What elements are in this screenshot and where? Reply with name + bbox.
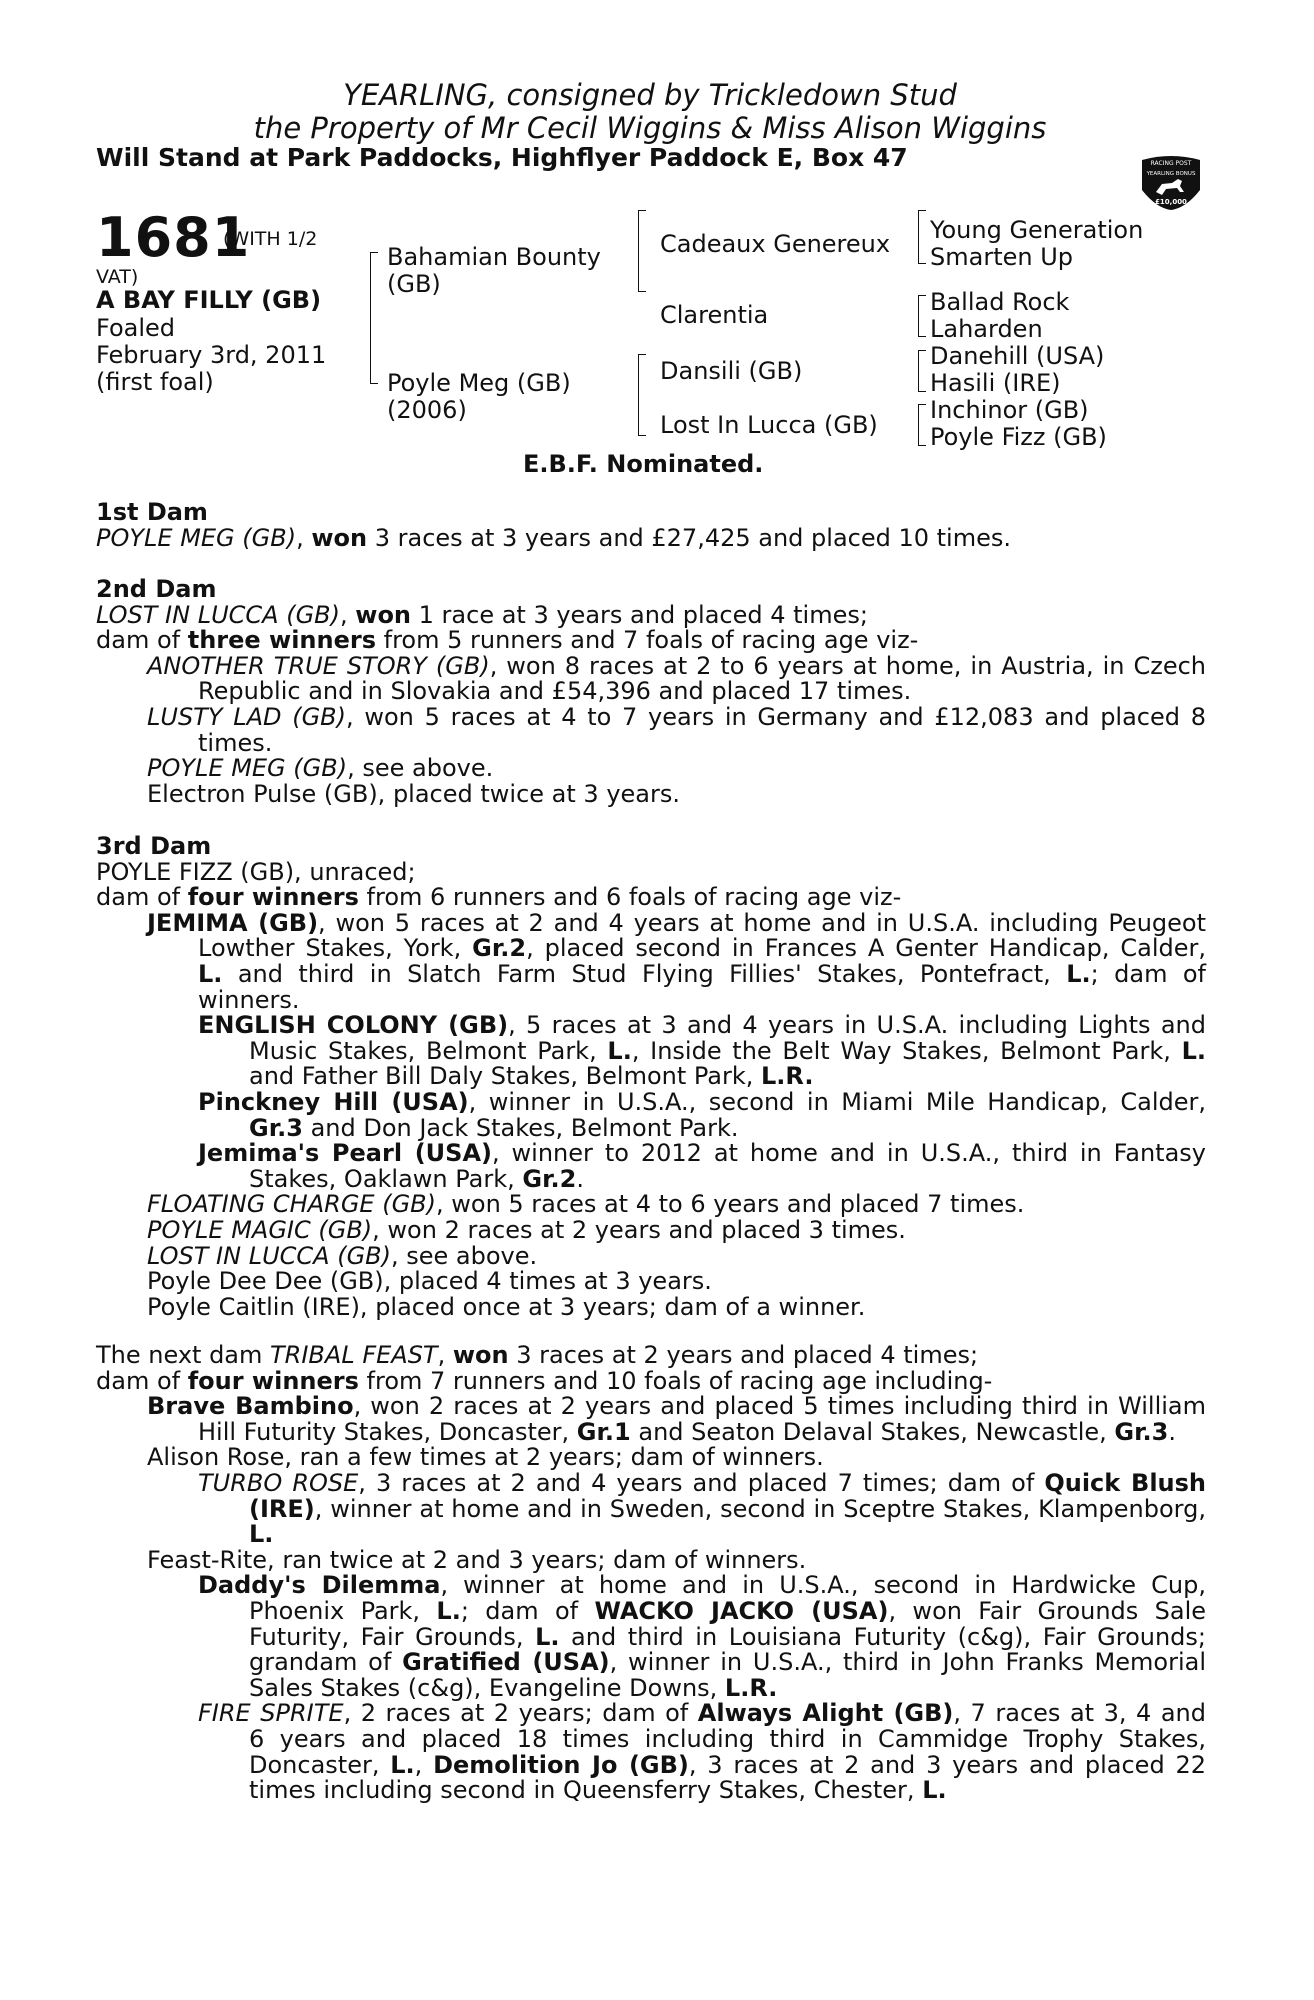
next-dam-line: The next dam TRIBAL FEAST, won 3 races at 2 years and placed 4 times; — [96, 1341, 979, 1369]
third-dam-section — [96, 834, 1206, 1320]
badge-top-text: RACING POST — [1150, 160, 1192, 167]
pedigree-brace-3a — [918, 210, 926, 264]
yearling-bonus-badge — [1138, 150, 1204, 212]
list-item-cont: Doncaster, L., Demolition Jo (GB), 3 races at 2 and 3 years and placed 22 — [249, 1750, 1207, 1779]
lot-description: A BAY FILLY (GB) — [96, 286, 322, 314]
next-dam-produce: dam of four winners from 7 runners and 10 foals of racing age including- — [96, 1366, 993, 1395]
list-item: LOST IN LUCCA (GB), see above. — [147, 1241, 538, 1270]
vat-note-b: VAT) — [96, 266, 139, 288]
pedigree-brace-2b — [638, 354, 646, 436]
list-item: Daddy's Dilemma, winner at home and in U.S.A., second in Hardwicke Cup, — [198, 1571, 1206, 1600]
third-dam-line: POYLE FIZZ (GB), unraced; — [96, 857, 416, 886]
sire-name: Bahamian Bounty — [387, 243, 601, 271]
dd-sire: Inchinor (GB) — [930, 396, 1089, 424]
ebf-nominated: E.B.F. Nominated. — [523, 450, 764, 478]
list-item-cont: Gr.3 and Don Jack Stakes, Belmont Park. — [249, 1113, 739, 1142]
list-item: Alison Rose, ran a few times at 2 years; dam of winners. — [147, 1443, 824, 1472]
list-item-cont: and Father Bill Daly Stakes, Belmont Park, L.R. — [249, 1062, 814, 1091]
sd-dam: Laharden — [930, 315, 1043, 343]
list-item: JEMIMA (GB), won 5 races at 2 and 4 years at home and in U.S.A. including Peugeot — [147, 908, 1206, 937]
list-item: Brave Bambino, won 2 races at 2 years and placed 5 times including third in William — [147, 1392, 1207, 1421]
ds-dam: Hasili (IRE) — [930, 369, 1061, 397]
list-item-cont: Hill Futurity Stakes, Doncaster, Gr.1 and Seaton Delaval Stakes, Newcastle, Gr.3. — [198, 1417, 1176, 1446]
dam-sire: Dansili (GB) — [660, 357, 803, 385]
second-dam-heading: 2nd Dam — [96, 575, 217, 603]
next-dam-section — [96, 1343, 1206, 1804]
dam-dam: Lost In Lucca (GB) — [660, 411, 878, 439]
consignor-line: YEARLING, consigned by Trickledown Stud — [343, 78, 957, 112]
list-item-cont: Lowther Stakes, York, Gr.2, placed second in Frances A Genter Handicap, Calder, — [198, 934, 1206, 963]
list-item: FLOATING CHARGE (GB), won 5 races at 4 to 6 years and placed 7 times. — [147, 1190, 1025, 1219]
list-item-cont: 6 years and placed 18 times including third in Cammidge Trophy Stakes, — [249, 1724, 1206, 1753]
lot-number: 1681 — [96, 206, 251, 269]
pedigree-brace-3d — [918, 404, 926, 446]
foaled-date: February 3rd, 2011 — [96, 341, 327, 369]
stand-location: Will Stand at Park Paddocks, Highflyer Paddock E, Box 47 — [96, 143, 908, 172]
list-item-cont: Sales Stakes (c&g), Evangeline Downs, L.R. — [249, 1673, 778, 1702]
horse-badge-icon — [1138, 150, 1204, 212]
third-dam-produce: dam of four winners from 6 runners and 6 foals of racing age viz- — [96, 883, 902, 912]
list-item: POYLE MAGIC (GB), won 2 races at 2 years and placed 3 times. — [147, 1215, 906, 1244]
list-item-cont: Republic and in Slovakia and £54,396 and placed 17 times. — [198, 677, 912, 706]
dd-dam: Poyle Fizz (GB) — [930, 423, 1107, 451]
list-item: TURBO ROSE, 3 races at 2 and 4 years and placed 7 times; dam of Quick Blush — [198, 1468, 1207, 1497]
list-item: Electron Pulse (GB), placed twice at 3 years. — [147, 779, 680, 808]
vat-note-a: (WITH 1/2 — [223, 228, 318, 250]
sire-sire: Cadeaux Genereux — [660, 230, 891, 258]
list-item-cont: Music Stakes, Belmont Park, L., Inside the Belt Way Stakes, Belmont Park, L. — [249, 1036, 1207, 1065]
second-dam-name: LOST IN LUCCA (GB) — [96, 600, 340, 629]
list-item: ANOTHER TRUE STORY (GB), won 8 races at 2 to 6 years at home, in Austria, in Czech — [147, 651, 1207, 680]
pedigree-brace-1 — [370, 252, 378, 384]
pedigree-brace-3b — [918, 295, 926, 337]
foaled-label: Foaled — [96, 314, 176, 342]
pedigree-brace-3c — [918, 350, 926, 392]
first-dam-heading: 1st Dam — [96, 498, 208, 526]
list-item: Feast-Rite, ran twice at 2 and 3 years; dam of winners. — [147, 1545, 807, 1574]
ss-sire: Young Generation — [930, 216, 1144, 244]
pedigree-brace-2a — [638, 210, 646, 292]
list-item-cont: times. — [198, 728, 273, 757]
sire-country: (GB) — [387, 270, 441, 298]
list-item: Pinckney Hill (USA), winner in U.S.A., second in Miami Mile Handicap, Calder, — [198, 1087, 1206, 1116]
first-dam-name: POYLE MEG (GB) — [96, 523, 297, 552]
list-item-cont: (IRE), winner at home and in Sweden, second in Sceptre Stakes, Klampenborg, — [249, 1494, 1206, 1523]
list-item: ENGLISH COLONY (GB), 5 races at 3 and 4 years in U.S.A. including Lights and — [198, 1011, 1206, 1040]
list-item-cont: Phoenix Park, L.; dam of WACKO JACKO (USA), won Fair Grounds Sale — [249, 1596, 1207, 1625]
list-item-cont: L. — [249, 1520, 274, 1549]
ds-sire: Danehill (USA) — [930, 342, 1105, 370]
second-dam-line: LOST IN LUCCA (GB), won 1 race at 3 years and placed 4 times; — [96, 600, 868, 629]
foal-note: (first foal) — [96, 368, 214, 396]
list-item: Jemima's Pearl (USA), winner to 2012 at home and in U.S.A., third in Fantasy — [198, 1139, 1207, 1168]
list-item-cont: L. and third in Slatch Farm Stud Flying Fillies' Stakes, Pontefract, L.; dam of — [198, 959, 1206, 988]
sire-dam: Clarentia — [660, 301, 769, 329]
list-item: LUSTY LAD (GB), won 5 races at 4 to 7 years in Germany and £12,083 and placed 8 — [147, 702, 1206, 731]
list-item-cont: winners. — [198, 985, 300, 1014]
third-dam-heading: 3rd Dam — [96, 832, 212, 860]
list-item-cont: Futurity, Fair Grounds, L. and third in Louisiana Futurity (c&g), Fair Grounds; — [249, 1622, 1206, 1651]
second-dam-section — [96, 577, 1206, 807]
dam-name: Poyle Meg (GB) — [387, 369, 571, 397]
list-item-cont: times including second in Queensferry Stakes, Chester, L. — [249, 1776, 947, 1805]
list-item: POYLE MEG (GB), see above. — [147, 754, 494, 783]
list-item: Poyle Caitlin (IRE), placed once at 3 years; dam of a winner. — [147, 1292, 866, 1321]
badge-bottom-text: £10,000 — [1155, 198, 1187, 206]
list-item: Poyle Dee Dee (GB), placed 4 times at 3 years. — [147, 1267, 712, 1296]
dam-year: (2006) — [387, 396, 467, 424]
second-dam-produce: dam of three winners from 5 runners and 7 foals of racing age viz- — [96, 626, 919, 655]
first-dam-section — [96, 500, 1206, 551]
first-dam-line: POYLE MEG (GB), won 3 races at 3 years and £27,425 and placed 10 times. — [96, 523, 1012, 552]
ss-dam: Smarten Up — [930, 243, 1074, 271]
list-item-cont: grandam of Gratified (USA), winner in U.S.A., third in John Franks Memorial — [249, 1648, 1206, 1677]
list-item: FIRE SPRITE, 2 races at 2 years; dam of Always Alight (GB), 7 races at 3, 4 and — [198, 1699, 1207, 1728]
badge-mid-text: YEARLING BONUS — [1146, 171, 1196, 177]
list-item-cont: Stakes, Oaklawn Park, Gr.2. — [249, 1164, 584, 1193]
sd-sire: Ballad Rock — [930, 288, 1070, 316]
property-line: the Property of Mr Cecil Wiggins & Miss Alison Wiggins — [253, 111, 1047, 145]
